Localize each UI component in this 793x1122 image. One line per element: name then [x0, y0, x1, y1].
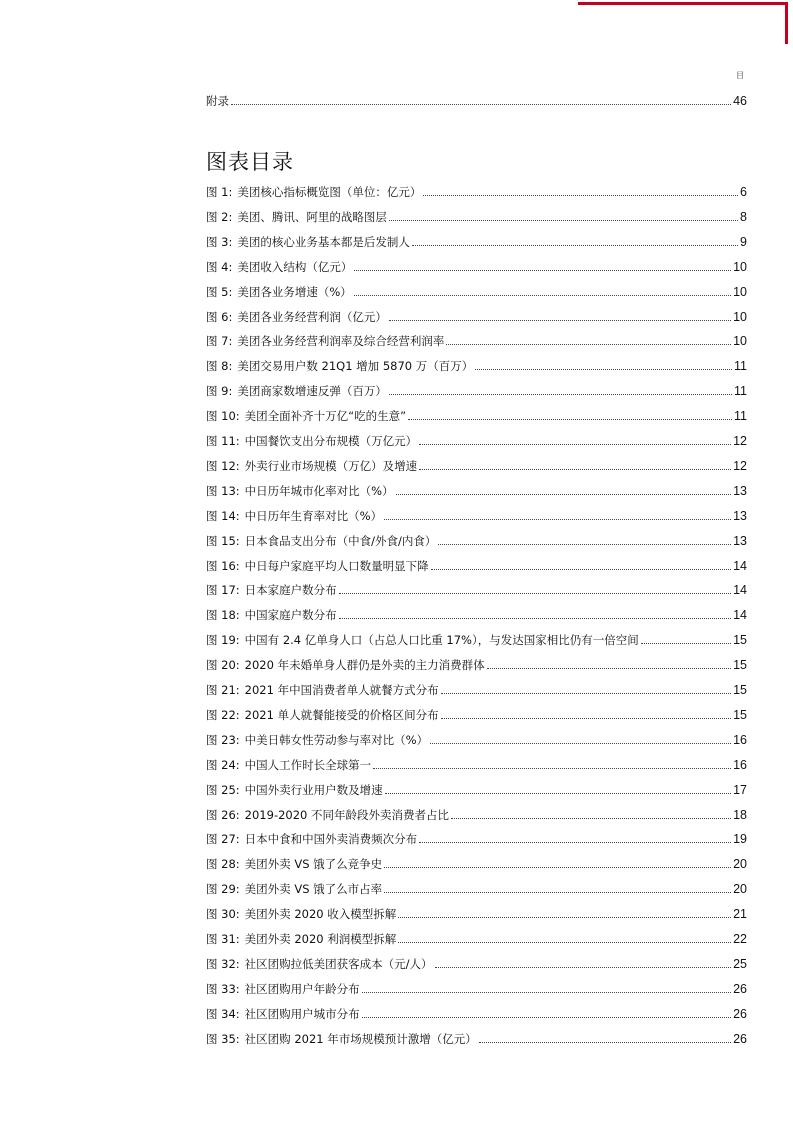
- toc-entry-label: [206, 359, 473, 373]
- toc-entry-figure[interactable]: [206, 1030, 747, 1046]
- dot-leader: [384, 867, 731, 868]
- toc-page-number: 14: [733, 608, 747, 623]
- toc-page-number: 15: [733, 633, 747, 648]
- toc-page-number: 26: [733, 1031, 747, 1046]
- dot-leader: [396, 494, 731, 495]
- dot-leader: [384, 519, 731, 520]
- figure-number: 图 22:: [206, 707, 240, 722]
- toc-entry-label: [206, 957, 433, 971]
- figure-title: 美团全面补齐十万亿“吃的生意”: [244, 409, 407, 424]
- toc-entry-figure[interactable]: [206, 731, 747, 747]
- figure-number: 图 29:: [206, 882, 240, 897]
- toc-page-number: 9: [740, 234, 747, 249]
- toc-entry-figure[interactable]: [206, 432, 747, 448]
- toc-entry-label: [206, 808, 449, 822]
- dot-leader: [398, 942, 731, 943]
- toc-page-number: 10: [733, 284, 747, 299]
- toc-entry-label: [206, 409, 406, 423]
- toc-entry-figure[interactable]: [206, 930, 747, 946]
- toc-entry-figure[interactable]: [206, 905, 747, 921]
- toc-entry-label: [206, 384, 387, 398]
- toc-page-number: 13: [733, 483, 747, 498]
- figure-number: 图 2:: [206, 209, 233, 224]
- figure-title: 美团各业务经营利润率及综合经营利润率: [237, 334, 445, 349]
- toc-entry-figure[interactable]: [206, 980, 747, 996]
- figure-title: 中美日韩女性劳动参与率对比（%）: [244, 732, 429, 747]
- figure-title: 美团外卖 2020 收入模型拆解: [244, 907, 397, 922]
- figure-number: 图 31:: [206, 932, 240, 946]
- figure-number: 图 28:: [206, 857, 240, 872]
- toc-entry-figure[interactable]: [206, 308, 747, 324]
- figure-title: 美团外卖 2020 利润模型拆解: [244, 932, 397, 946]
- dot-leader: [362, 992, 731, 993]
- dot-leader: [431, 569, 731, 570]
- figure-number: 图 34:: [206, 1006, 240, 1021]
- toc-page-number: 8: [740, 209, 747, 224]
- toc-entry-figure[interactable]: [206, 955, 747, 971]
- figure-title: 中国餐饮支出分布规模（万亿元）: [244, 434, 418, 448]
- toc-entry-figure[interactable]: [206, 407, 747, 423]
- figure-number: 图 20:: [206, 658, 240, 673]
- toc-entry-figure[interactable]: [206, 606, 747, 622]
- toc-entry-label: [206, 509, 382, 523]
- toc-entry-figure[interactable]: [206, 183, 747, 199]
- toc-entry-label: [206, 857, 382, 871]
- toc-page-number: 26: [733, 981, 747, 996]
- toc-entry-figure[interactable]: [206, 258, 747, 274]
- toc-page-number: 15: [733, 658, 747, 673]
- toc-page-number: 15: [733, 683, 747, 697]
- toc-entry-label: [206, 210, 387, 224]
- dot-leader: [231, 104, 731, 105]
- toc-entry-label: [206, 260, 352, 274]
- figure-number: 图 21:: [206, 683, 240, 697]
- toc-entry-label: [206, 459, 417, 473]
- toc-entry-figure[interactable]: [206, 806, 747, 822]
- figure-title: 美团各业务增速（%）: [237, 284, 352, 299]
- dot-leader: [373, 768, 731, 769]
- toc-entry-label: [206, 334, 444, 348]
- figure-number: 图 16:: [206, 558, 240, 573]
- toc-page-number: 11: [734, 409, 747, 424]
- figure-title: 中国人工作时长全球第一: [244, 757, 372, 772]
- figure-title: 日本食品支出分布（中食/外食/内食）: [244, 533, 437, 548]
- toc-page-number: 10: [733, 309, 747, 324]
- dot-leader: [412, 245, 738, 246]
- figure-number: 图 4:: [206, 259, 233, 274]
- figure-number: 图 33:: [206, 981, 240, 996]
- toc-entry-figure[interactable]: [206, 507, 747, 523]
- toc-page-number: 16: [733, 732, 747, 747]
- dot-leader: [446, 344, 731, 345]
- toc-entry-label: [206, 1007, 360, 1021]
- corner-accent-horizontal: [578, 2, 788, 5]
- dot-leader: [339, 593, 731, 594]
- dot-leader: [441, 718, 732, 719]
- toc-page-number: 12: [733, 458, 747, 473]
- toc-page-number: 15: [733, 707, 747, 722]
- figure-number: 图 26:: [206, 807, 240, 822]
- figure-title: 中国外卖行业用户数及增速: [244, 782, 383, 797]
- toc-entry-label: [206, 758, 371, 772]
- toc-entry-figure[interactable]: [206, 557, 747, 573]
- figure-number: 图 9:: [206, 384, 233, 399]
- toc-entry-label: [206, 434, 417, 448]
- figure-number: 图 30:: [206, 907, 240, 922]
- toc-entry-figure[interactable]: [206, 781, 747, 797]
- toc-entry-figure[interactable]: [206, 581, 747, 597]
- toc-entry-label: 附录: [206, 94, 229, 108]
- dot-leader: [354, 270, 731, 271]
- figure-number: 图 1:: [206, 185, 233, 199]
- figure-number: 图 15:: [206, 533, 240, 548]
- toc-entry-figure[interactable]: [206, 706, 747, 722]
- figure-title: 美团商家数增速反弹（百万）: [237, 384, 387, 399]
- figure-number: 图 7:: [206, 334, 233, 349]
- toc-page-number: 13: [733, 533, 747, 548]
- figure-number: 图 13:: [206, 483, 240, 498]
- figure-title: 外卖行业市场规模（万亿）及增速: [244, 458, 418, 473]
- toc-entry-label: [206, 832, 417, 846]
- figure-title: 中国家庭户数分布: [244, 608, 337, 623]
- figure-number: 图 10:: [206, 409, 240, 424]
- toc-entry-figure[interactable]: [206, 880, 747, 896]
- toc-page-number: 25: [733, 956, 747, 971]
- toc-entry-figure[interactable]: [206, 756, 747, 772]
- figure-number: 图 12:: [206, 458, 240, 473]
- dot-leader: [438, 544, 731, 545]
- dot-leader: [419, 842, 731, 843]
- toc-entry-label: [206, 484, 394, 498]
- toc-page-number: 13: [733, 508, 747, 523]
- toc-page-number: 19: [733, 832, 747, 847]
- toc-page-number: 14: [733, 583, 747, 598]
- toc-page-number: 12: [733, 434, 747, 448]
- dot-leader: [641, 643, 731, 644]
- figure-number: 图 32:: [206, 956, 240, 971]
- dot-leader: [487, 668, 732, 669]
- figure-title: 中日每户家庭平均人口数量明显下降: [244, 558, 429, 573]
- figure-title: 社区团购用户城市分布: [244, 1006, 360, 1021]
- figure-number: 图 6:: [206, 309, 233, 324]
- figure-title: 美团、腾讯、阿里的战略图层: [237, 209, 387, 224]
- figure-number: 图 24:: [206, 757, 240, 772]
- toc-page-number: 10: [733, 334, 747, 349]
- dot-leader: [339, 618, 731, 619]
- figure-title: 中日历年生育率对比（%）: [244, 508, 383, 523]
- figure-number: 图 19:: [206, 633, 240, 648]
- dot-leader: [385, 793, 731, 794]
- toc-entry-label: [206, 982, 360, 996]
- toc-page-number: 21: [733, 907, 747, 922]
- toc-entry-label: [206, 235, 410, 249]
- figure-number: 图 27:: [206, 832, 240, 847]
- dot-leader: [384, 892, 731, 893]
- dot-leader: [408, 419, 732, 420]
- toc-entry-figure[interactable]: [206, 855, 747, 871]
- toc-entry-label: [206, 733, 428, 747]
- figure-number: 图 14:: [206, 508, 240, 523]
- figure-title: 美团外卖 VS 饿了么市占率: [244, 882, 383, 897]
- toc-page-number: 11: [734, 384, 747, 399]
- figure-title: 美团交易用户数 21Q1 增加 5870 万（百万）: [237, 359, 474, 374]
- toc-entry-label: [206, 608, 337, 622]
- toc-entry-label: [206, 1032, 477, 1046]
- toc-entry-label: [206, 658, 485, 672]
- toc-entry-label: [206, 583, 337, 597]
- figure-title: 2019-2020 不同年龄段外卖消费者占比: [244, 807, 450, 822]
- toc-entry-figure[interactable]: [206, 382, 747, 398]
- toc-entry-label: [206, 633, 639, 647]
- toc-page-number: 14: [733, 558, 747, 573]
- figure-title: 日本家庭户数分布: [244, 583, 337, 598]
- running-header: 目: [736, 71, 744, 80]
- toc-entry-figure[interactable]: [206, 457, 747, 473]
- figure-number: 图 5:: [206, 284, 233, 299]
- figure-title: 2021 单人就餐能接受的价格区间分布: [244, 707, 439, 722]
- dot-leader: [475, 369, 732, 370]
- dot-leader: [389, 220, 738, 221]
- figure-title: 中国有 2.4 亿单身人口（占总人口比重 17%），与发达国家相比仍有一倍空间: [244, 633, 639, 648]
- figure-title: 社区团购 2021 年市场规模预计激增（亿元）: [244, 1031, 477, 1046]
- toc-page-number: 17: [733, 782, 747, 797]
- dot-leader: [435, 967, 732, 968]
- figure-number: 图 18:: [206, 608, 240, 623]
- figure-number: 图 25:: [206, 782, 240, 797]
- dot-leader: [423, 195, 738, 196]
- toc-entry-figure[interactable]: [206, 656, 747, 672]
- figure-number: 图 35:: [206, 1031, 240, 1046]
- toc-page-number: 22: [733, 932, 747, 946]
- toc-entry-label: [206, 932, 396, 946]
- toc-entry-label: [206, 285, 352, 299]
- toc-entry-label: [206, 534, 436, 548]
- toc-page-number: 20: [733, 882, 747, 897]
- figure-number: 图 17:: [206, 583, 240, 598]
- toc-entry-label: [206, 783, 383, 797]
- toc-entry-label: [206, 185, 421, 199]
- toc-entry-figure[interactable]: [206, 830, 747, 846]
- toc-entry-label: [206, 907, 396, 921]
- toc-entry-figure[interactable]: [206, 482, 747, 498]
- corner-accent-vertical: [785, 2, 788, 44]
- toc-page-number: 18: [733, 807, 747, 822]
- section-title: 图表目录: [206, 150, 294, 174]
- toc-entry-label: [206, 310, 387, 324]
- figure-title: 美团的核心业务基本都是后发制人: [237, 234, 410, 249]
- dot-leader: [419, 469, 731, 470]
- toc-page-number: 11: [734, 359, 747, 374]
- toc-entry-figure[interactable]: [206, 332, 747, 348]
- toc-entry-figure[interactable]: [206, 532, 747, 548]
- toc-entry-figure[interactable]: [206, 233, 747, 249]
- toc-page-number: 26: [733, 1006, 747, 1021]
- toc-page-number: 16: [733, 757, 747, 772]
- figure-number: 图 3:: [206, 234, 233, 249]
- figure-title: 美团各业务经营利润（亿元）: [237, 309, 387, 324]
- toc-entry-figure[interactable]: [206, 631, 747, 647]
- dot-leader: [389, 320, 731, 321]
- figure-title: 日本中食和中国外卖消费频次分布: [244, 832, 418, 847]
- dot-leader: [398, 917, 731, 918]
- toc-entry-label: [206, 882, 382, 896]
- figure-number: 图 8:: [206, 359, 233, 374]
- dot-leader: [430, 743, 731, 744]
- figure-title: 社区团购拉低美团获客成本（元/人）: [244, 956, 433, 971]
- toc-page-number: 6: [740, 185, 747, 199]
- toc-page-number: 46: [733, 94, 747, 108]
- dot-leader: [451, 818, 731, 819]
- dot-leader: [479, 1042, 731, 1043]
- dot-leader: [354, 295, 731, 296]
- figure-title: 美团收入结构（亿元）: [237, 259, 353, 274]
- toc-entry-label: [206, 708, 439, 722]
- figure-title: 2020 年未婚单身人群仍是外卖的主力消费群体: [244, 658, 485, 673]
- toc-page-number: 10: [733, 259, 747, 274]
- toc-entry-figure[interactable]: [206, 1005, 747, 1021]
- toc-entry-label: [206, 559, 429, 573]
- toc-entry-figure[interactable]: [206, 283, 747, 299]
- figure-title: 美团核心指标概览图（单位：亿元）: [237, 185, 422, 199]
- toc-entry-label: [206, 683, 439, 697]
- toc-entry-figure[interactable]: [206, 681, 747, 697]
- dot-leader: [419, 444, 731, 445]
- toc-entry-figure[interactable]: [206, 357, 747, 373]
- toc-entry-appendix[interactable]: [206, 92, 747, 108]
- figure-title: 中日历年城市化率对比（%）: [244, 483, 394, 498]
- dot-leader: [441, 693, 732, 694]
- dot-leader: [362, 1017, 731, 1018]
- figure-title: 美团外卖 VS 饿了么竞争史: [244, 857, 383, 872]
- toc-entry-figure[interactable]: [206, 208, 747, 224]
- figure-title: 社区团购用户年龄分布: [244, 981, 360, 996]
- toc-page-number: 20: [733, 857, 747, 872]
- figure-number: 图 23:: [206, 732, 240, 747]
- dot-leader: [389, 394, 732, 395]
- figure-number: 图 11:: [206, 434, 240, 448]
- figure-title: 2021 年中国消费者单人就餐方式分布: [244, 683, 439, 697]
